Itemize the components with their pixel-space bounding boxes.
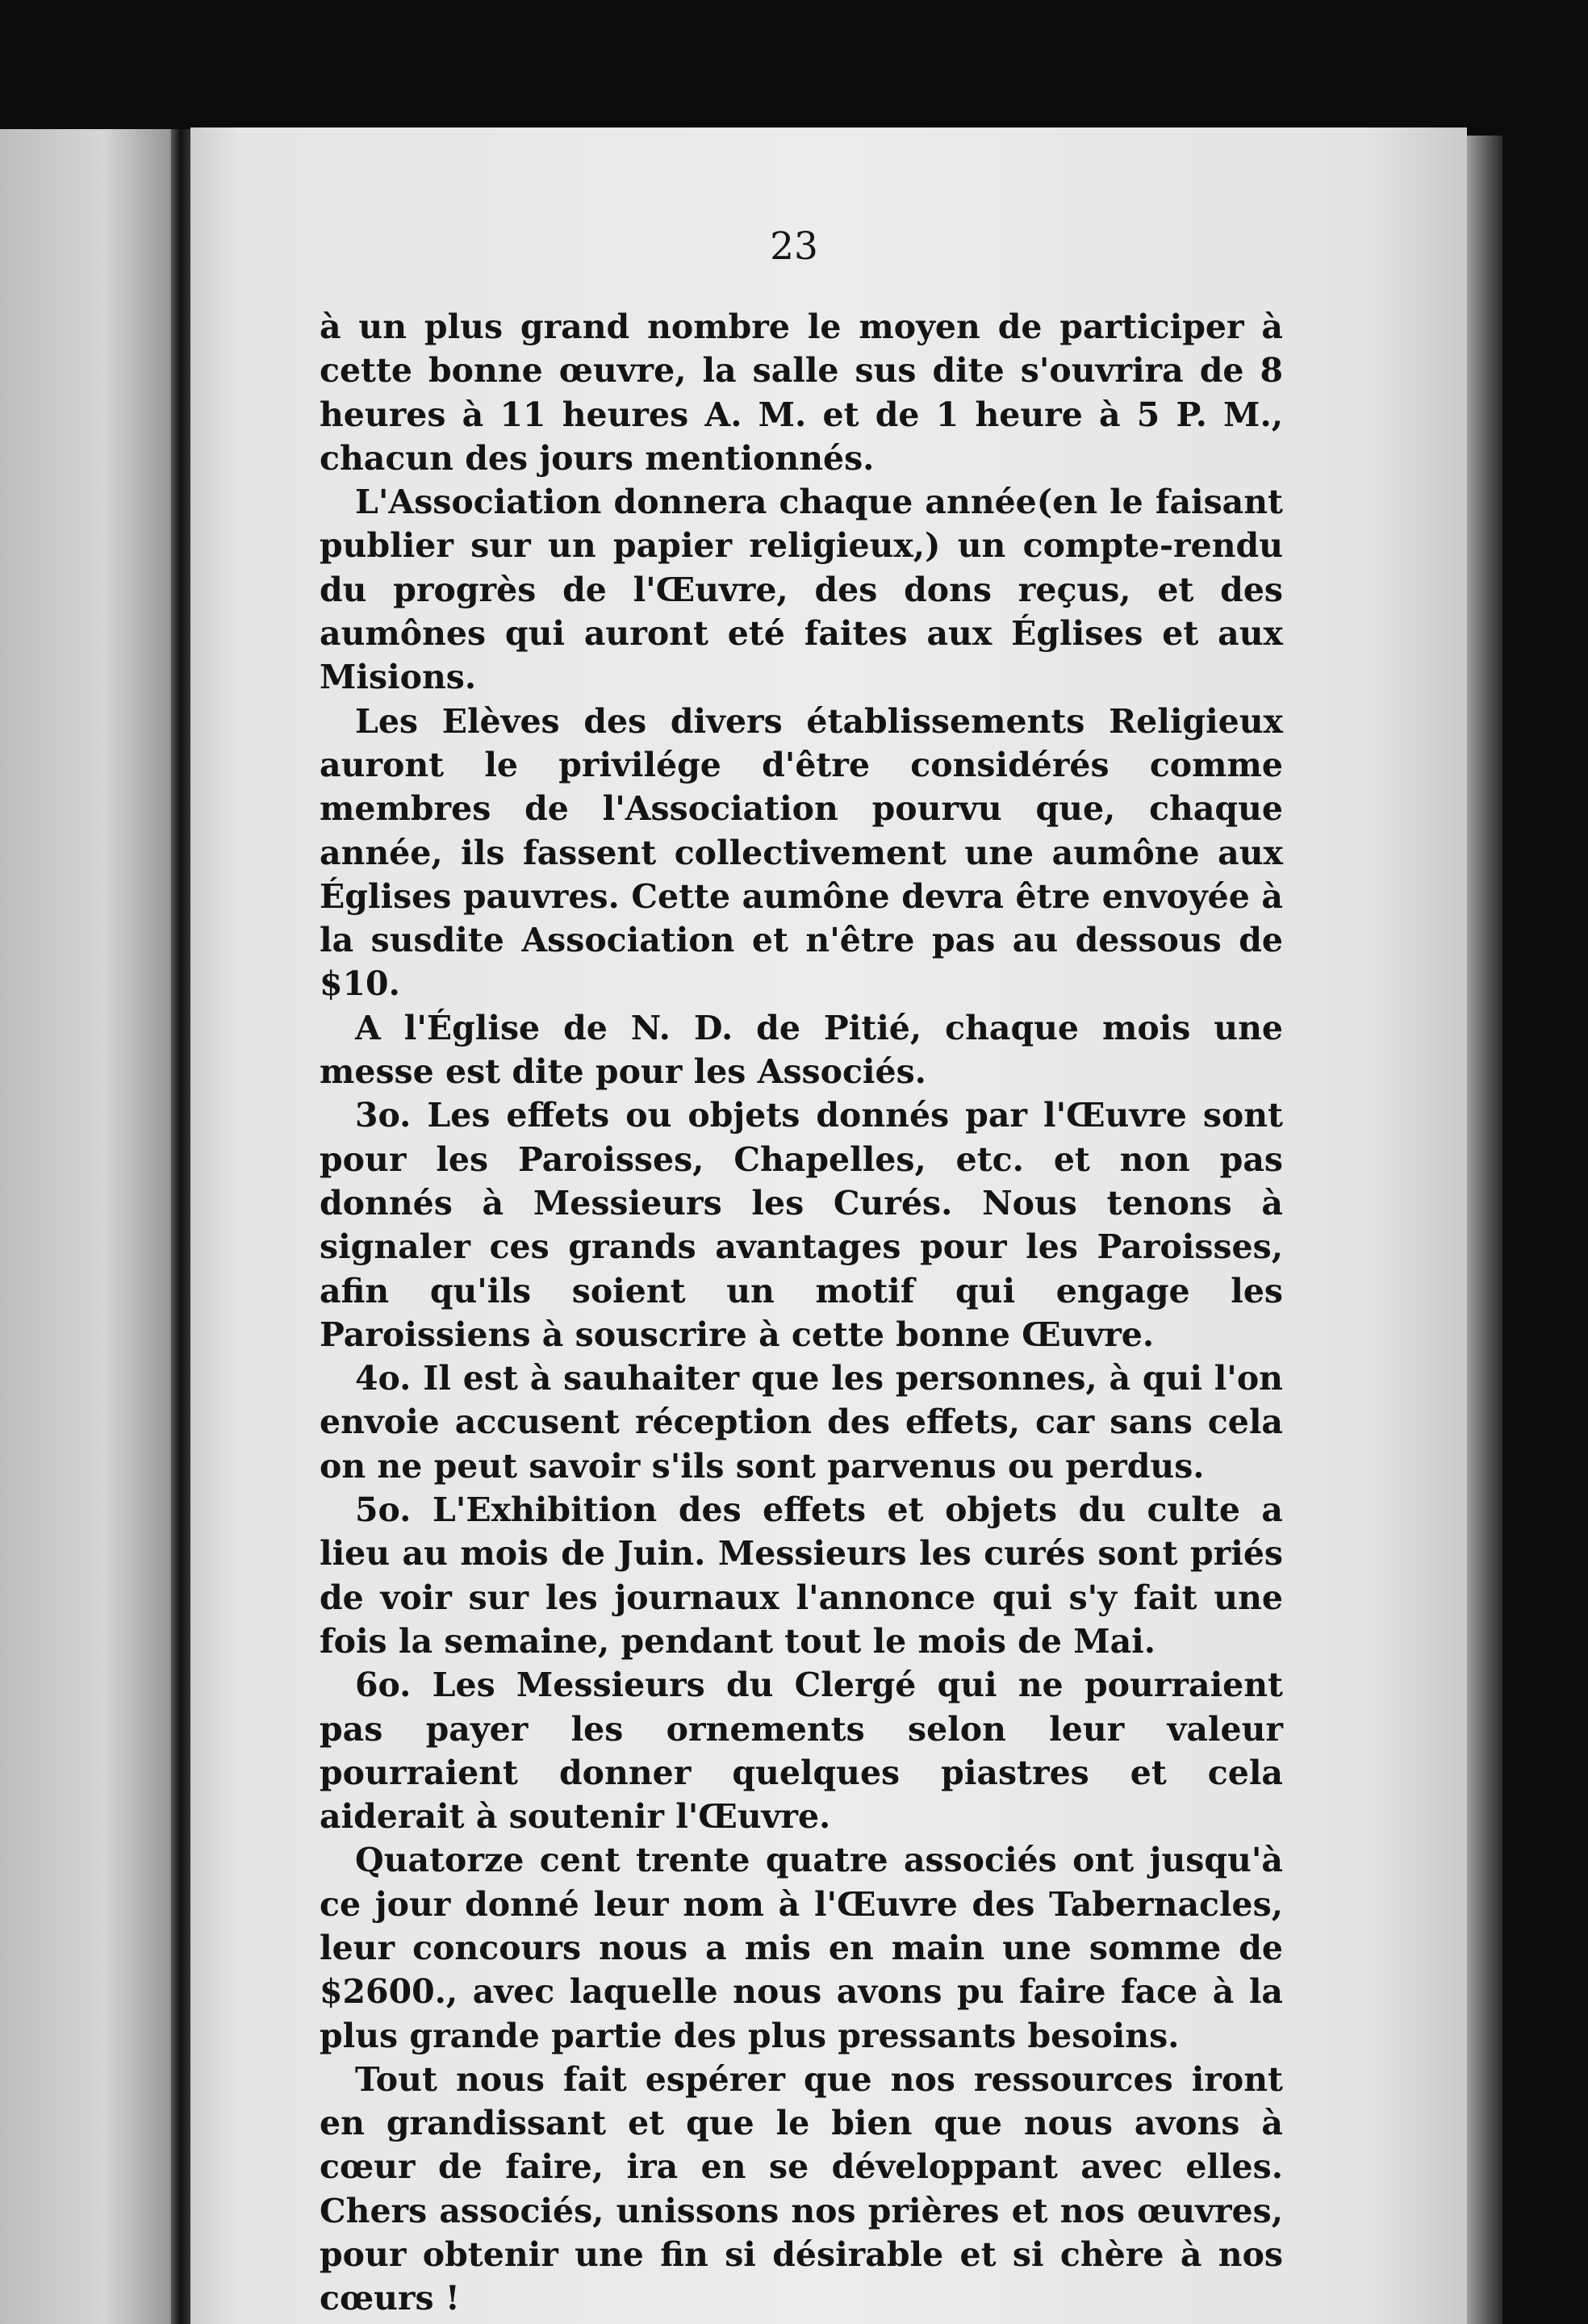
paragraph: Tout nous fait espérer que nos ressources iront en grandissant et que le bien que nous avons à cœur de faire, ira en se développant avec elles. Chers associés, unissons nos prières et nos œuvres, pour obtenir une fin si désirable et si chère à nos cœurs !: [320, 2059, 1283, 2318]
paragraph: à un plus grand nombre le moyen de participer à cette bonne œuvre, la salle sus dite s'ouvrira de 8 heures à 11 heures A. M. et de 1 heure à 5 P. M., chacun des jours mentionnés.: [320, 307, 1283, 478]
paragraph: 6o. Les Messieurs du Clergé qui ne pourraient pas payer les ornements selon leur valeur pourraient donner quelques piastres et cela aiderait à soutenir l'Œuvre.: [320, 1666, 1283, 1837]
left-page-edge: [0, 129, 187, 2324]
page-body: [320, 305, 1283, 2321]
right-page-edge: [1467, 136, 1502, 2324]
paragraph: Quatorze cent trente quatre associés ont jusqu'à ce jour donné leur nom à l'Œuvre des Tabernacles, leur concours nous a mis en main une somme de $2600., avec laquelle nous avons pu faire face à la plus grande partie des plus pressants besoins.: [320, 1841, 1283, 2055]
book-gutter: [171, 129, 192, 2324]
paragraph: 5o. L'Exhibition des effets et objets du culte a lieu au mois de Juin. Messieurs les curés sont priés de voir sur les journaux l'annonce qui s'y fait une fois la semaine, pendant tout le mois de Mai.: [320, 1490, 1283, 1661]
paragraph: A l'Église de N. D. de Pitié, chaque mois une messe est dite pour les Associés.: [320, 1008, 1283, 1092]
paragraph: 4o. Il est à sauhaiter que les personnes, à qui l'on envoie accusent réception des effets, car sans cela on ne peut savoir s'ils sont parvenus ou perdus.: [320, 1359, 1283, 1486]
paragraph: 3o. Les effets ou objets donnés par l'Œuvre sont pour les Paroisses, Chapelles, etc. et non pas donnés à Messieurs les Curés. Nous tenons à signaler ces grands avantages pour les Paroisses, afin qu'ils soient un motif qui engage les Paroissiens à souscrire à cette bonne Œuvre.: [320, 1096, 1283, 1354]
paragraph: Les Elèves des divers établissements Religieux auront le privilége d'être considérés comme membres de l'Association pourvu que, chaque année, ils fassent collectivement une aumône aux Églises pauvres. Cette aumône devra être envoyée à la susdite Association et n'être pas au dessous de $10.: [320, 701, 1283, 1004]
page-number: 23: [770, 224, 818, 269]
paragraph: L'Association donnera chaque année(en le faisant publier sur un papier religieux,) un compte-rendu du progrès de l'Œuvre, des dons reçus, et des aumônes qui auront eté faites aux Églises et aux Misions.: [320, 483, 1283, 697]
